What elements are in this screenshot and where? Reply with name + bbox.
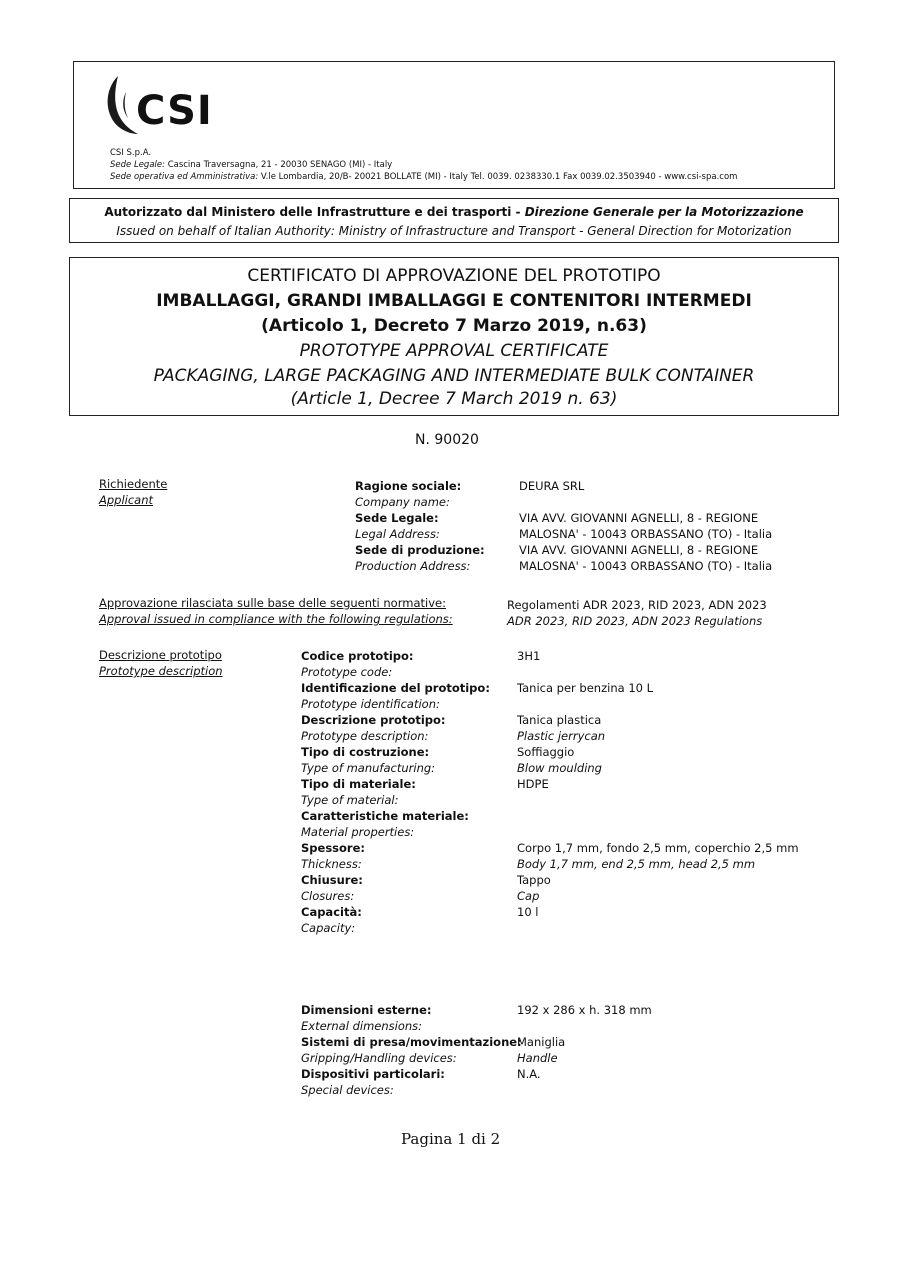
legal-label-it: Sede Legale: xyxy=(355,511,439,525)
field-value-en xyxy=(517,1018,652,1034)
field-value-en: Plastic jerrycan xyxy=(517,729,606,743)
csi-logo-swoosh-icon xyxy=(100,74,140,136)
approval-value-en: ADR 2023, RID 2023, ADN 2023 Regulations xyxy=(507,614,763,628)
field-label-en: Material properties: xyxy=(301,825,415,839)
title-it-3: (Articolo 1, Decreto 7 Marzo 2019, n.63) xyxy=(261,316,647,336)
letterhead-box xyxy=(73,61,835,189)
approval-label-it: Approvazione rilasciata sulle base delle seguenti normative: xyxy=(99,596,446,610)
field-label-it: Capacità: xyxy=(301,905,362,919)
legal-label-en: Legal Address: xyxy=(355,527,440,541)
applicant-section-label xyxy=(99,476,167,508)
field-label-it: Caratteristiche materiale: xyxy=(301,809,469,823)
field-value-it: 3H1 xyxy=(517,649,541,663)
legal-address-value-2: MALOSNA' - 10043 ORBASSANO (TO) - Italia xyxy=(519,527,773,541)
production-address-value-1: VIA AVV. GIOVANNI AGNELLI, 8 - REGIONE xyxy=(519,543,759,557)
field-value-it: Maniglia xyxy=(517,1035,566,1049)
operative-address-label: Sede operativa ed Amministrativa: xyxy=(110,172,259,182)
company-name-label-it: Ragione sociale: xyxy=(355,479,462,493)
field-value-en xyxy=(517,824,799,840)
operative-address-value: V.le Lombardia, 20/B- 20021 BOLLATE (MI) - Italy Tel. 0039. 0238330.1 Fax 0039.02.3503940 - www.csi-spa.com xyxy=(260,172,738,182)
field-label-en: Prototype code: xyxy=(301,665,393,679)
field-label-en: Capacity: xyxy=(301,921,356,935)
applicant-field-values xyxy=(519,478,772,574)
field-value-en: Handle xyxy=(517,1051,558,1065)
prototype-field-values-2 xyxy=(517,1002,652,1098)
company-name: CSI S.p.A. xyxy=(110,148,152,158)
prototype-label-en: Prototype description xyxy=(99,664,223,678)
field-value-it: HDPE xyxy=(517,777,549,791)
applicant-label-en: Applicant xyxy=(99,493,154,507)
field-label-en: Type of manufacturing: xyxy=(301,761,436,775)
logo-text: CSI xyxy=(136,88,213,134)
field-value-en xyxy=(517,664,799,680)
field-label-it: Dimensioni esterne: xyxy=(301,1003,432,1017)
prototype-section-label xyxy=(99,647,223,679)
authority-box xyxy=(69,198,839,243)
title-box xyxy=(69,257,839,416)
field-label-it: Dispositivi particolari: xyxy=(301,1067,445,1081)
field-value-en xyxy=(517,920,799,936)
legal-address-label: Sede Legale: xyxy=(110,160,165,170)
field-label-it: Sistemi di presa/movimentazione: xyxy=(301,1035,522,1049)
field-label-it: Tipo di materiale: xyxy=(301,777,416,791)
field-label-en: Prototype identification: xyxy=(301,697,440,711)
field-value-it: Tanica per benzina 10 L xyxy=(517,681,654,695)
approval-label xyxy=(99,595,453,627)
field-label-it: Chiusure: xyxy=(301,873,363,887)
field-label-en: Thickness: xyxy=(301,857,362,871)
field-value-en xyxy=(517,1082,652,1098)
field-value-it: Soffiaggio xyxy=(517,745,575,759)
legal-address-value: Cascina Traversagna, 21 - 20030 SENAGO (MI) - Italy xyxy=(167,160,393,170)
applicant-label-it: Richiedente xyxy=(99,477,168,491)
legal-address-line xyxy=(110,160,392,170)
field-value-en xyxy=(517,696,799,712)
field-label-en: Prototype description: xyxy=(301,729,429,743)
authority-line-it xyxy=(70,205,838,219)
operative-address-line xyxy=(110,172,737,182)
authority-it-b: Direzione Generale per la Motorizzazione xyxy=(524,205,804,219)
field-label-en: Gripping/Handling devices: xyxy=(301,1051,457,1065)
authority-line-en: Issued on behalf of Italian Authority: Ministry of Infrastructure and Transport - General Direction for Motorization xyxy=(116,224,792,238)
company-name-value: DEURA SRL xyxy=(519,479,585,493)
title-en-1: PROTOTYPE APPROVAL CERTIFICATE xyxy=(299,341,609,361)
approval-value xyxy=(507,597,767,629)
title-en-3: (Article 1, Decree 7 March 2019 n. 63) xyxy=(290,389,618,409)
company-name-label-en: Company name: xyxy=(355,495,450,509)
field-value-it: Tanica plastica xyxy=(517,713,602,727)
applicant-field-labels xyxy=(355,478,485,574)
field-label-en: External dimensions: xyxy=(301,1019,423,1033)
field-label-it: Descrizione prototipo: xyxy=(301,713,446,727)
field-value-it: N.A. xyxy=(517,1067,541,1081)
field-label-en: Type of material: xyxy=(301,793,399,807)
field-label-en: Special devices: xyxy=(301,1083,394,1097)
prototype-field-values xyxy=(517,648,799,936)
approval-label-en: Approval issued in compliance with the following regulations: xyxy=(99,612,453,626)
field-value-it: Tappo xyxy=(517,873,551,887)
field-value-en: Body 1,7 mm, end 2,5 mm, head 2,5 mm xyxy=(517,857,756,871)
field-label-en: Closures: xyxy=(301,889,355,903)
field-label-it: Identificazione del prototipo: xyxy=(301,681,490,695)
certificate-number: N. 90020 xyxy=(415,432,479,448)
field-value-it: Corpo 1,7 mm, fondo 2,5 mm, coperchio 2,5 mm xyxy=(517,841,799,855)
field-value-en: Blow moulding xyxy=(517,761,602,775)
legal-address-value-1: VIA AVV. GIOVANNI AGNELLI, 8 - REGIONE xyxy=(519,511,759,525)
field-value-it: 192 x 286 x h. 318 mm xyxy=(517,1003,652,1017)
field-value-en xyxy=(517,792,799,808)
production-label-it: Sede di produzione: xyxy=(355,543,485,557)
title-it-1: CERTIFICATO DI APPROVAZIONE DEL PROTOTIPO xyxy=(247,266,661,286)
production-label-en: Production Address: xyxy=(355,559,471,573)
page-number: Pagina 1 di 2 xyxy=(401,1130,501,1148)
title-it-2: IMBALLAGGI, GRANDI IMBALLAGGI E CONTENITORI INTERMEDI xyxy=(156,291,752,311)
approval-value-it: Regolamenti ADR 2023, RID 2023, ADN 2023 xyxy=(507,598,767,612)
field-label-it: Tipo di costruzione: xyxy=(301,745,430,759)
field-label-it: Spessore: xyxy=(301,841,365,855)
authority-it-a: Autorizzato dal Ministero delle Infrastrutture e dei trasporti - xyxy=(104,205,525,219)
field-value-it: 10 l xyxy=(517,905,539,919)
production-address-value-2: MALOSNA' - 10043 ORBASSANO (TO) - Italia xyxy=(519,559,773,573)
field-value-it xyxy=(517,808,799,824)
prototype-label-it: Descrizione prototipo xyxy=(99,648,222,662)
prototype-field-labels xyxy=(301,648,490,936)
field-label-it: Codice prototipo: xyxy=(301,649,414,663)
title-en-2: PACKAGING, LARGE PACKAGING AND INTERMEDIATE BULK CONTAINER xyxy=(153,366,755,386)
prototype-field-labels-2 xyxy=(301,1002,522,1098)
field-value-en: Cap xyxy=(517,889,540,903)
